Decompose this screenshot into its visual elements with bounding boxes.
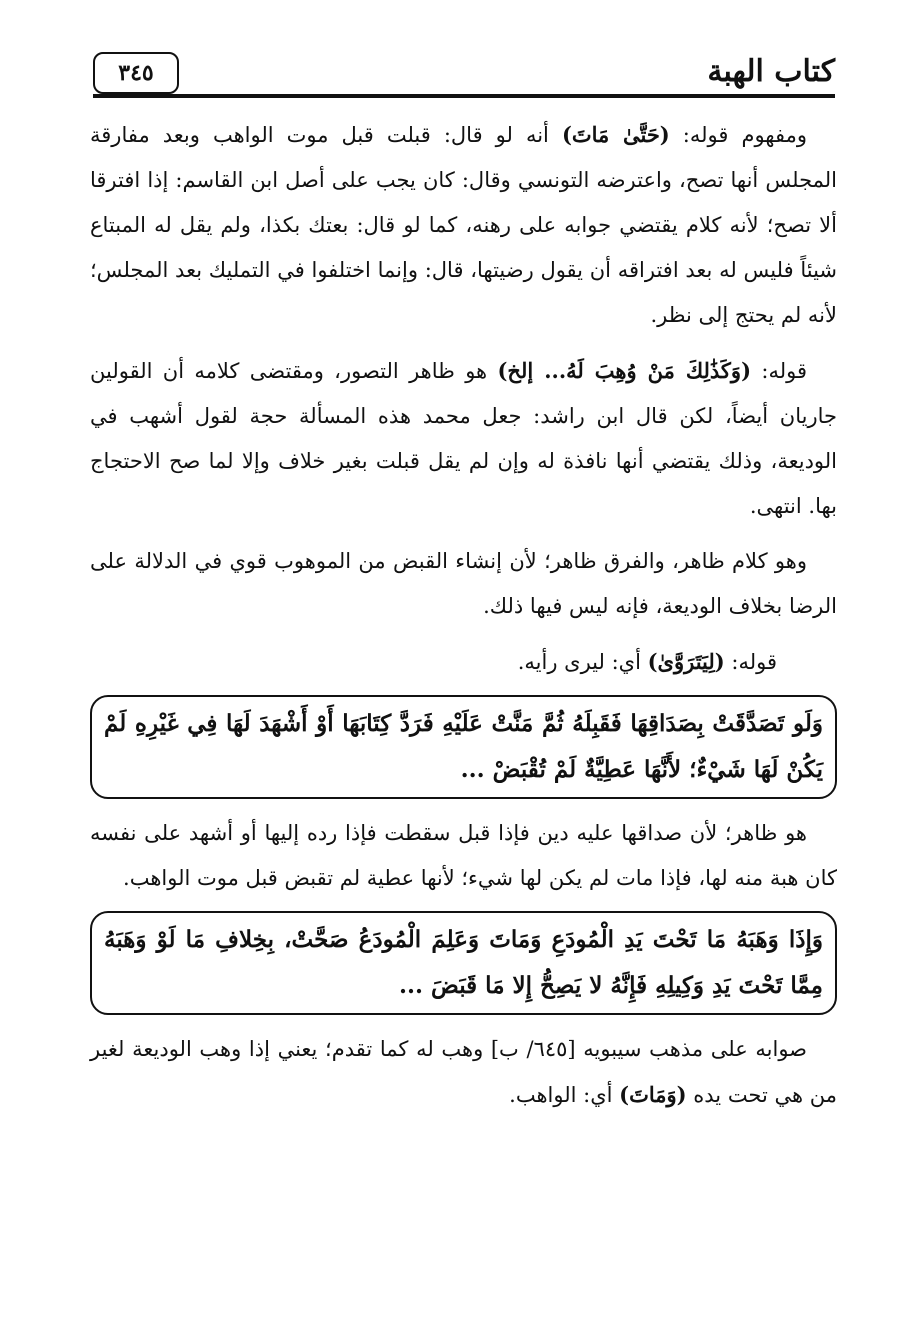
paragraph-text: قوله: [751,359,807,383]
paragraph-text: أي: ليرى رأيه. [517,650,648,674]
paragraph-3 [90,539,837,629]
matn-box-1: وَلَو تَصَدَّقَتْ بِصَدَاقِهَا فَقَبِلَهُ ثُمَّ مَنَّتْ عَلَيْهِ فَرَدَّ كِتَابَهَا أَوْ أَشْهَدَ لَهَا فِي غَيْرِهِ لَمْ يَكُنْ لَهَا شَيْءٌ؛ لأَنَّهَا عَطِيَّةٌ لَمْ تُقْبَضْ ... [90,695,837,799]
paragraph-text: صوابه على مذهب سيبويه [٦٤٥/ ب] وهب له كما تقدم؛ يعني إذا وهب الوديعة لغير من هي تحت يده [90,1037,837,1107]
paragraph-text: ومفهوم قوله: [669,123,807,147]
paragraph-1 [90,112,837,338]
paragraph-text: هو ظاهر التصور، ومقتضى كلامه أن القولين جاريان أيضاً، لكن قال ابن راشد: جعل محمد هذه المسألة حجة لقول أشهب في الوديعة، وذلك يقتضي أنها نافذة له وإن لم يقل قبلت بغير خلاف وإلا لما صح الاحتجاج بها. انتهى. [90,359,837,518]
paragraph-text: أي: الواهب. [509,1083,620,1107]
matn-box-2: وَإِذَا وَهَبَهُ مَا تَحْتَ يَدِ الْمُودَعِ وَمَاتَ وَعَلِمَ الْمُودَعُ صَحَّتْ، بِخِلافِ مَا لَوْ وَهَبَهُ مِمَّا تَحْتَ يَدِ وَكِيلِهِ فَإِنَّهُ لا يَصِحُّ إِلا مَا قَبَضَ ... [90,911,837,1015]
paragraph-text: أنه لو قال: قبلت قبل موت الواهب وبعد مفارقة المجلس أنها تصح، واعترضه التونسي وقال: كان يجب على أصل ابن القاسم: إذا افترقا ألا تصح؛ لأنه كلام يقتضي جوابه على رهنه، كما لو قال: بعتك بكذا، ولم يقل له المبتاع شيئاً فليس له بعد افتراقه أن يقول رضيتها، قال: وإنما اختلفوا في التمليك بعد المجلس؛ لأنه لم يحتج إلى نظر. [90,123,837,327]
paragraph-5 [90,811,837,901]
page-number-box [93,52,179,94]
paragraph-2 [90,348,837,529]
page-header [93,48,835,100]
page-body [90,112,837,1128]
quoted-term: (وَكَذَٰلِكَ مَنْ وُهِبَ لَهُ... إلخ) [497,358,752,383]
quoted-term: (وَمَاتَ) [619,1082,687,1107]
paragraph-text: قوله: [724,650,777,674]
page-number: ٣٤٥ [118,60,154,86]
paragraph-text: هو ظاهر؛ لأن صداقها عليه دين فإذا قبل سقطت فإذا رده إليها أو أشهد على نفسه كان هبة منه لها، فإذا مات لم يكن لها شيء؛ لأنها عطية لم تقبض قبل موت الواهب. [90,821,837,890]
quoted-term: (حَتَّىٰ مَاتَ) [561,122,670,147]
paragraph-4 [90,639,837,685]
book-title: كتاب الهبة [707,54,835,89]
header-rule [93,94,835,98]
quoted-term: (لِيَتَرَوَّىٰ) [647,649,725,674]
paragraph-6 [90,1027,837,1118]
paragraph-text: وهو كلام ظاهر، والفرق ظاهر؛ لأن إنشاء القبض من الموهوب قوي في الدلالة على الرضا بخلاف الوديعة، فإنه ليس فيها ذلك. [90,549,837,618]
